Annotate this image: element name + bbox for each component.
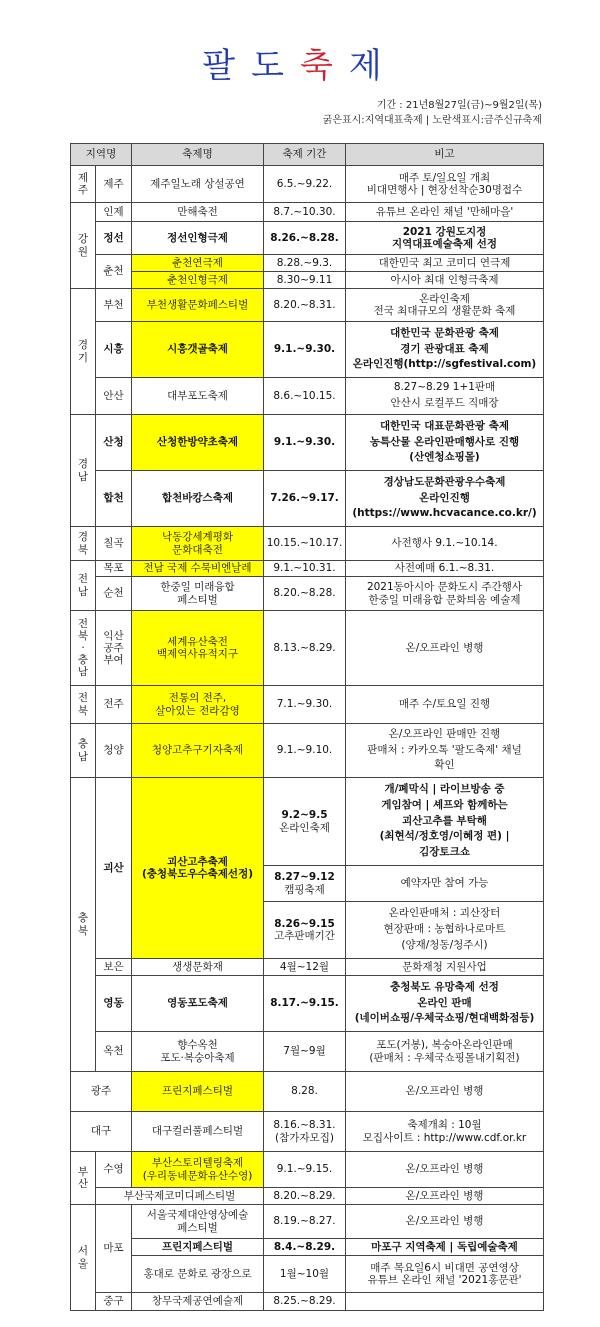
festival-note: 예약자만 참여 가능 xyxy=(346,866,544,902)
city-cell: 중구 xyxy=(96,1293,132,1311)
festival-name: 만해축전 xyxy=(132,203,264,222)
title-char: 제 xyxy=(348,46,398,86)
region-cell: 서 울 xyxy=(71,1205,96,1311)
festival-period: 8.16.~8.31. (참가자모집) xyxy=(264,1112,346,1152)
festival-period: 8.17.~9.15. xyxy=(264,976,346,1032)
festival-period: 6.5.~9.22. xyxy=(264,166,346,203)
city-cell: 전주 xyxy=(96,686,132,724)
region-cell: 대구 xyxy=(71,1112,132,1152)
festival-note: 경상남도문화관광우수축제 온라인진행 (https://www.hcvacance.co.kr/) xyxy=(346,471,544,527)
city-cell: 시흥 xyxy=(96,322,132,378)
festival-note: 사전예매 6.1.~8.31. xyxy=(346,561,544,577)
festival-name: 세계유산축전 백제역사유적지구 xyxy=(132,611,264,686)
header-period: 축제 기간 xyxy=(264,144,346,166)
festival-name: 산청한방약초축제 xyxy=(132,415,264,471)
table-row xyxy=(71,415,544,471)
table-row xyxy=(71,1205,544,1239)
city-cell: 인제 xyxy=(96,203,132,222)
table-row xyxy=(71,222,544,255)
festival-period: 8.28.~9.3. xyxy=(264,255,346,272)
festival-note: 온/오프라인 병행 xyxy=(346,1205,544,1239)
region-cell: 경 북 xyxy=(71,527,96,561)
festival-name: 춘천인형극제 xyxy=(132,272,264,289)
festival-table xyxy=(70,143,544,1311)
festival-period: 8.7.~10.30. xyxy=(264,203,346,222)
festival-name: 서울국제대안영상예술 페스티벌 xyxy=(132,1205,264,1239)
table-row xyxy=(71,272,544,289)
festival-note: 매주 토/일요일 개최 비대면행사 | 현장선착순30명접수 xyxy=(346,166,544,203)
festival-note: 온/오프라인 병행 xyxy=(346,1188,544,1205)
festival-note: 온/오프라인 병행 xyxy=(346,1072,544,1112)
header-row xyxy=(71,144,544,166)
city-cell: 옥천 xyxy=(96,1032,132,1072)
festival-name: 낙동강세계평화 문화대축전 xyxy=(132,527,264,561)
table-row xyxy=(71,1072,544,1112)
festival-name: 전남 국제 수묵비엔날레 xyxy=(132,561,264,577)
region-cell: 경 남 xyxy=(71,415,96,527)
festival-period xyxy=(264,778,346,866)
sub-label: 온라인축제 xyxy=(279,821,330,834)
region-cell: 부 산 xyxy=(71,1152,96,1205)
festival-period: 10.15.~10.17. xyxy=(264,527,346,561)
region-cell: 제 주 xyxy=(71,166,96,203)
festival-period: 8.20.~8.28. xyxy=(264,577,346,611)
festival-period xyxy=(264,902,346,959)
table-row xyxy=(71,471,544,527)
city-cell: 제주 xyxy=(96,166,132,203)
city-cell: 보은 xyxy=(96,959,132,976)
title-char: 축 xyxy=(300,46,349,86)
table-row xyxy=(71,1112,544,1152)
festival-note: 온/오프라인 판매만 진행 판매처 : 카카오톡 '팔도축제' 채널 확인 xyxy=(346,724,544,778)
festival-note: 대한민국 대표문화관광 축제 농특산물 온라인판매행사로 진행 (산엔청쇼핑몰) xyxy=(346,415,544,471)
festival-period: 7.26.~9.17. xyxy=(264,471,346,527)
festival-period: 8.30~9.11 xyxy=(264,272,346,289)
festival-period: 8.25.~8.29. xyxy=(264,1293,346,1311)
festival-name: 대구컬러풀페스티벌 xyxy=(132,1112,264,1152)
city-cell: 합천 xyxy=(96,471,132,527)
festival-note: 마포구 지역축제 | 독립예술축제 xyxy=(346,1239,544,1256)
festival-period: 9.1.~9.30. xyxy=(264,322,346,378)
festival-name: 춘천연극제 xyxy=(132,255,264,272)
festival-note: 아시아 최대 인형극축제 xyxy=(346,272,544,289)
festival-note: 유튜브 온라인 채널 '만해마을' xyxy=(346,203,544,222)
festival-name: 창무국제공연예술제 xyxy=(132,1293,264,1311)
festival-period: 8.4.~8.29. xyxy=(264,1239,346,1256)
festival-name: 시흥갯골축제 xyxy=(132,322,264,378)
sub-label: 고추판매기간 xyxy=(274,930,335,942)
festival-name: 한중일 미래융합 페스티벌 xyxy=(132,577,264,611)
festival-note: 대한민국 최고 코미디 연극제 xyxy=(346,255,544,272)
festival-name: 정선인형극제 xyxy=(132,222,264,255)
table-row xyxy=(71,1188,544,1205)
table-row xyxy=(71,724,544,778)
festival-note xyxy=(346,1293,544,1311)
city-cell: 영동 xyxy=(96,976,132,1032)
table-row xyxy=(71,1256,544,1293)
city-cell: 청양 xyxy=(96,724,132,778)
festival-name: 향수옥천 포도·복숭아축제 xyxy=(132,1032,264,1072)
festival-name: 부산스토리텔링축제 (우리동네문화유산수영) xyxy=(132,1152,264,1188)
period-info: 기간 : 21년8월27일(금)~9월2일(목) xyxy=(376,100,542,111)
region-cell: 충 북 xyxy=(71,778,96,1072)
city-cell: 수영 xyxy=(96,1152,132,1188)
region-cell: 경 기 xyxy=(71,289,96,415)
region-cell: 전 북 · 충 남 xyxy=(71,611,96,686)
table-row xyxy=(71,778,544,866)
table-row xyxy=(71,959,544,976)
festival-note: 사전행사 9.1.~10.14. xyxy=(346,527,544,561)
festival-note: 축제개최 : 10월 모집사이트 : http://www.cdf.or.kr xyxy=(346,1112,544,1152)
festival-period: 8.20.~8.29. xyxy=(264,1188,346,1205)
city-cell: 괴산 xyxy=(96,778,132,959)
title-char: 팔 xyxy=(202,46,252,86)
festival-note: 2021동아시아 문화도시 주간행사 한중일 미래융합 문화틔움 예술제 xyxy=(346,577,544,611)
city-cell: 정선 xyxy=(96,222,132,255)
festival-note: 온/오프라인 병행 xyxy=(346,1152,544,1188)
city-cell: 익산 공주 부여 xyxy=(96,611,132,686)
festival-note: 대한민국 문화관광 축제 경기 관광대표 축제 온라인진행(http://sgfestival.com) xyxy=(346,322,544,378)
table-row xyxy=(71,1239,544,1256)
festival-period: 7월~9월 xyxy=(264,1032,346,1072)
festival-period: 9.1.~9.15. xyxy=(264,1152,346,1188)
table-row xyxy=(71,289,544,322)
festival-note: 충청북도 유망축제 선정 온라인 판매 (네이버쇼핑/우체국쇼핑/현대백화점등) xyxy=(346,976,544,1032)
festival-name: 프린지페스티벌 xyxy=(132,1072,264,1112)
city-cell: 마포 xyxy=(96,1205,132,1293)
sub-period: 8.27~9.12 xyxy=(274,871,335,884)
sub-period: 9.2~9.5 xyxy=(281,809,328,822)
festival-name: 제주일노래 상설공연 xyxy=(132,166,264,203)
region-cell: 충 남 xyxy=(71,724,96,778)
festival-name: 부천생활문화페스티벌 xyxy=(132,289,264,322)
table-row xyxy=(71,166,544,203)
table-row xyxy=(71,255,544,272)
legend-info: 굵은표시:지역대표축제 | 노란색표시:금주신규축제 xyxy=(322,115,542,126)
table-row xyxy=(71,1293,544,1311)
festival-note: 매주 수/토요일 진행 xyxy=(346,686,544,724)
page-title xyxy=(0,38,600,87)
city-cell: 순천 xyxy=(96,577,132,611)
table-row xyxy=(71,561,544,577)
festival-note: 2021 강원도지정 지역대표예술축제 선정 xyxy=(346,222,544,255)
festival-name: 합천바캉스축제 xyxy=(132,471,264,527)
festival-period: 8.26.~8.28. xyxy=(264,222,346,255)
festival-period: 4월~12월 xyxy=(264,959,346,976)
city-cell: 춘천 xyxy=(96,255,132,289)
festival-period: 1월~10월 xyxy=(264,1256,346,1293)
festival-name: 괴산고추축제 (충청북도우수축제선정) xyxy=(132,778,264,959)
festival-note: 문화재청 지원사업 xyxy=(346,959,544,976)
festival-period: 9.1.~10.31. xyxy=(264,561,346,577)
festival-note: 온/오프라인 병행 xyxy=(346,611,544,686)
festival-period: 8.6.~10.15. xyxy=(264,378,346,415)
title-char: 도 xyxy=(251,46,300,86)
table-row xyxy=(71,322,544,378)
table-row xyxy=(71,527,544,561)
festival-name: 생생문화재 xyxy=(132,959,264,976)
table-row xyxy=(71,203,544,222)
city-cell: 목포 xyxy=(96,561,132,577)
festival-period: 8.13.~8.29. xyxy=(264,611,346,686)
table-row xyxy=(71,577,544,611)
festival-note: 온라인축제 전국 최대규모의 생활문화 축제 xyxy=(346,289,544,322)
region-cell: 전 북 xyxy=(71,686,96,724)
festival-name: 영동포도축제 xyxy=(132,976,264,1032)
festival-note: 포도(거봉), 복숭아온라인판매 (판매처 : 우체국쇼핑몰내기획전) xyxy=(346,1032,544,1072)
festival-name: 홍대로 문화로 광장으로 xyxy=(132,1256,264,1293)
festival-note: 온라인판매처 : 괴산장터 현장판매 : 농협하나로마트 (양재/청동/청주시) xyxy=(346,902,544,959)
city-cell: 칠곡 xyxy=(96,527,132,561)
festival-period: 8.19.~8.27. xyxy=(264,1205,346,1239)
festival-period: 8.28. xyxy=(264,1072,346,1112)
festival-period xyxy=(264,866,346,902)
festival-period: 9.1.~9.30. xyxy=(264,415,346,471)
festival-period: 7.1.~9.30. xyxy=(264,686,346,724)
festival-note: 매주 목요일6시 비대면 공연영상 유튜브 온라인 채널 '2021홍문관' xyxy=(346,1256,544,1293)
table-row xyxy=(71,686,544,724)
table-row xyxy=(71,976,544,1032)
header-festival: 축제명 xyxy=(132,144,264,166)
table-row xyxy=(71,1152,544,1188)
festival-name: 대부포도축제 xyxy=(132,378,264,415)
festival-name: 부산국제코미디페스티벌 xyxy=(96,1188,264,1205)
region-cell: 강 원 xyxy=(71,203,96,289)
city-cell: 부천 xyxy=(96,289,132,322)
header-note: 비고 xyxy=(346,144,544,166)
festival-note: 개/폐막식 | 라이브방송 중 게임참여 | 셰프와 함께하는 괴산고추를 부탁해 (최현석/정호영/이혜정 편) | 김장토크쇼 xyxy=(346,778,544,866)
region-cell: 전 남 xyxy=(71,561,96,611)
header-region: 지역명 xyxy=(71,144,132,166)
region-cell: 광주 xyxy=(71,1072,132,1112)
festival-name: 프린지페스티벌 xyxy=(132,1239,264,1256)
table-row xyxy=(71,1032,544,1072)
city-cell: 안산 xyxy=(96,378,132,415)
festival-period: 9.1.~9.10. xyxy=(264,724,346,778)
table-row xyxy=(71,611,544,686)
sub-period: 8.26~9.15 xyxy=(274,917,335,930)
festival-note: 8.27~8.29 1+1판매 안산시 로컬푸드 직매장 xyxy=(346,378,544,415)
city-cell: 산청 xyxy=(96,415,132,471)
festival-name: 전통의 전주, 살아있는 전라감영 xyxy=(132,686,264,724)
sub-label: 캠핑축제 xyxy=(284,883,325,896)
festival-period: 8.20.~8.31. xyxy=(264,289,346,322)
table-row xyxy=(71,378,544,415)
festival-name: 청양고추구기자축제 xyxy=(132,724,264,778)
